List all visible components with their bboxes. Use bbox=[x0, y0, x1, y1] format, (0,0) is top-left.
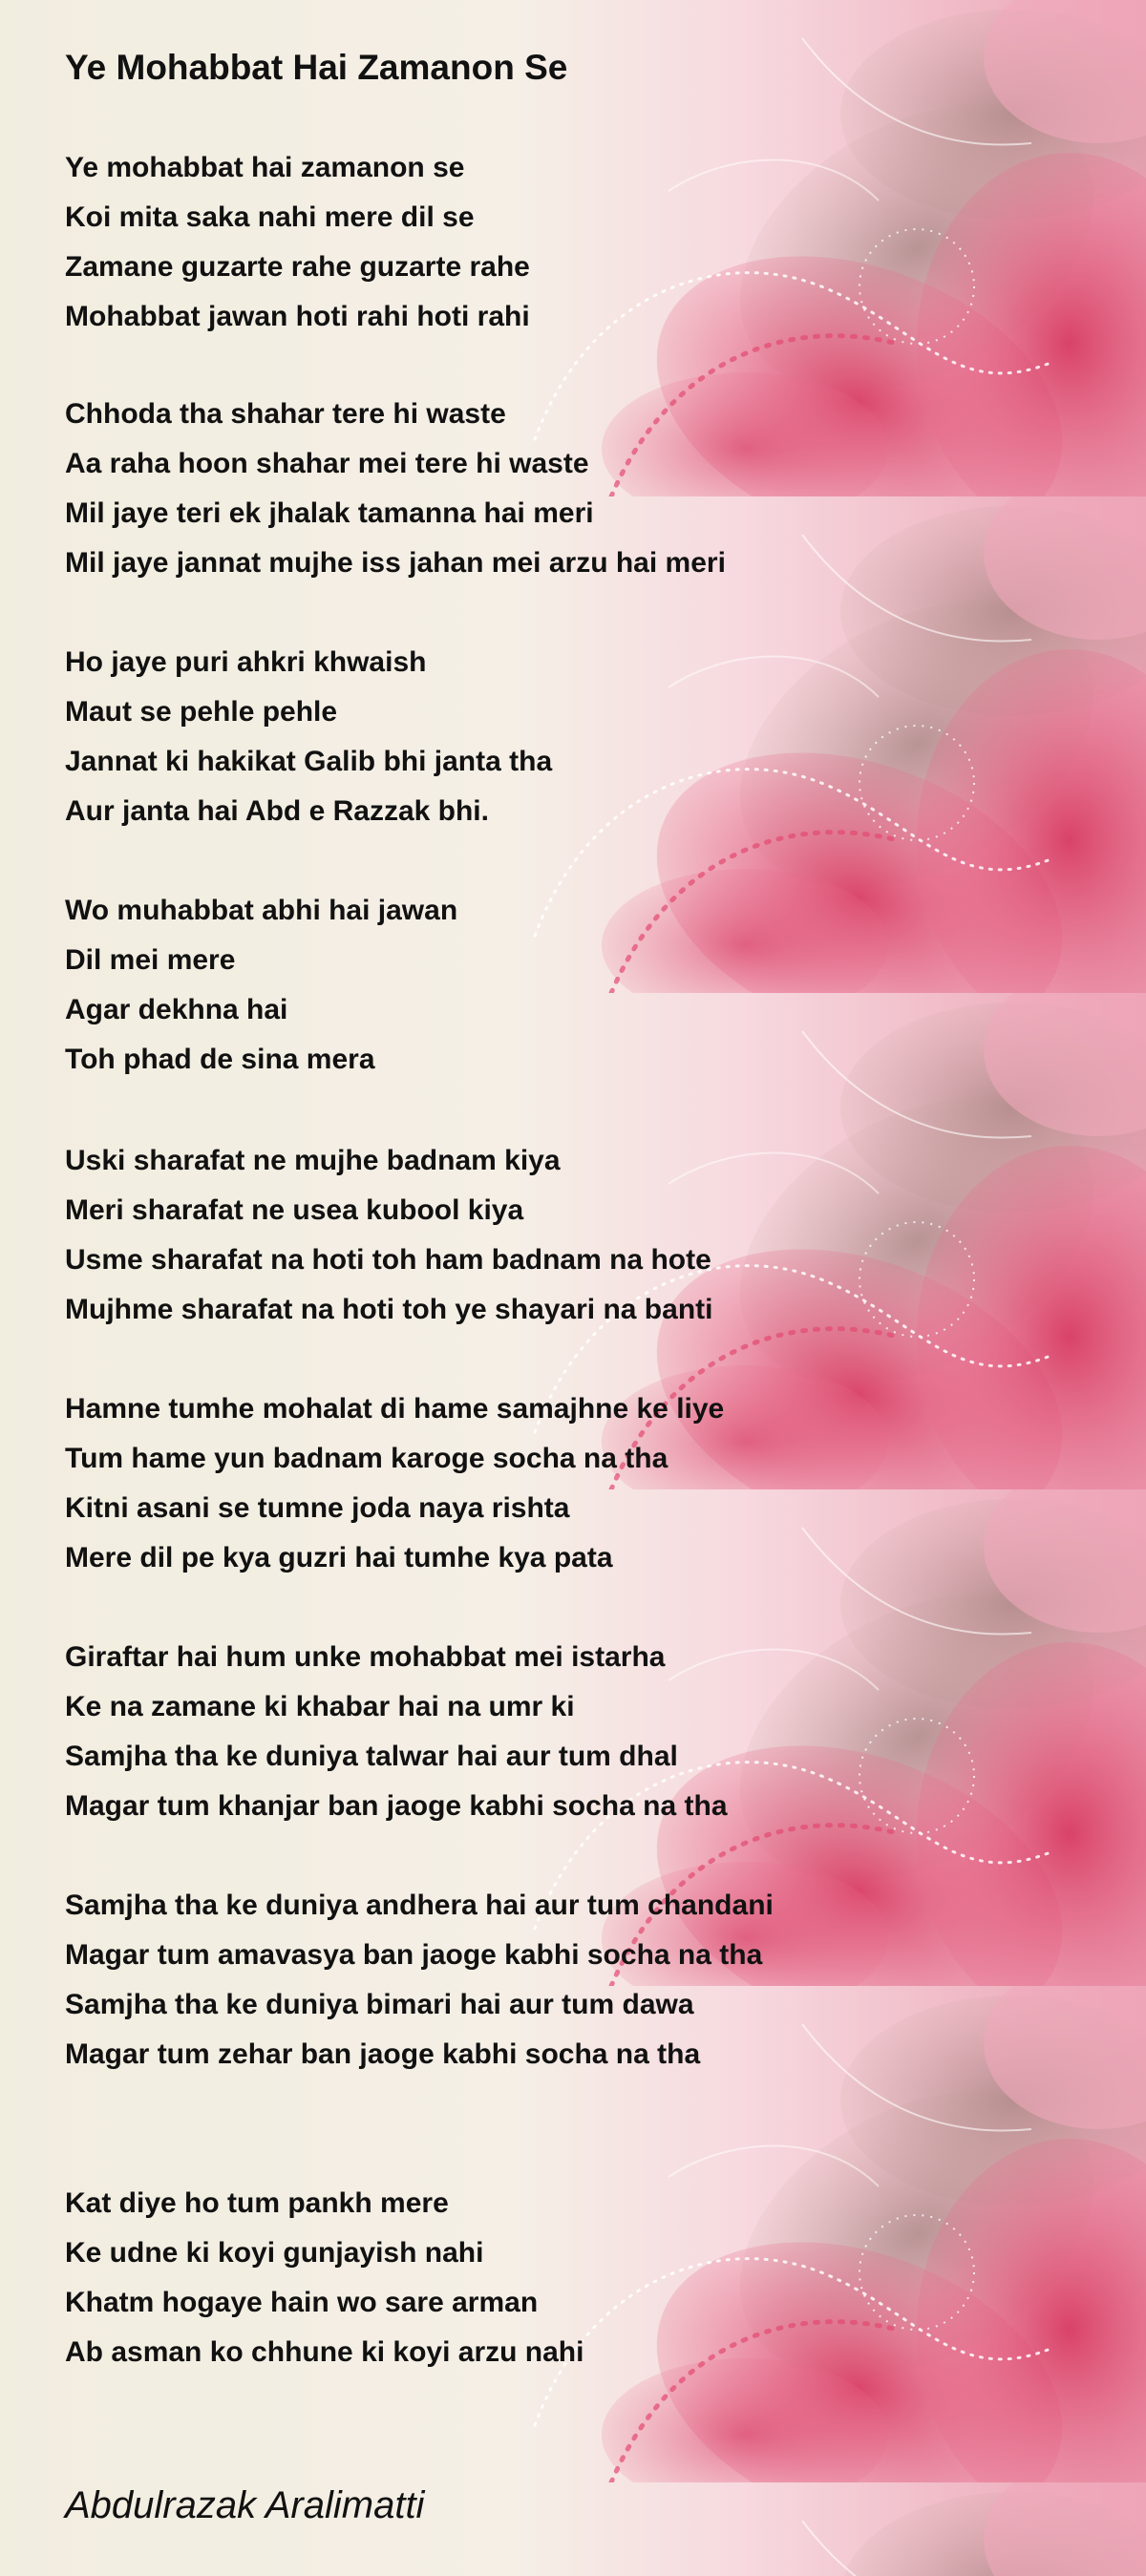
poem-line: Aa raha hoon shahar mei tere hi waste bbox=[65, 448, 589, 479]
poem-author: Abdulrazak Aralimatti bbox=[65, 2484, 425, 2526]
poem-line: Agar dekhna hai bbox=[65, 994, 288, 1025]
poem-line: Uski sharafat ne mujhe badnam kiya bbox=[65, 1145, 561, 1176]
poem-line: Toh phad de sina mera bbox=[65, 1044, 375, 1075]
poem-line: Kitni asani se tumne joda naya rishta bbox=[65, 1492, 570, 1524]
poem-line: Mohabbat jawan hoti rahi hoti rahi bbox=[65, 301, 530, 332]
poem-line: Ke na zamane ki khabar hai na umr ki bbox=[65, 1691, 575, 1722]
poem-line: Maut se pehle pehle bbox=[65, 696, 338, 728]
poem-line: Wo muhabbat abhi hai jawan bbox=[65, 895, 458, 926]
poem-line: Hamne tumhe mohalat di hame samajhne ke liye bbox=[65, 1393, 725, 1425]
poem-line: Chhoda tha shahar tere hi waste bbox=[65, 398, 506, 430]
poem-line: Samjha tha ke duniya talwar hai aur tum dhal bbox=[65, 1741, 678, 1772]
poem-line: Mere dil pe kya guzri hai tumhe kya pata bbox=[65, 1542, 613, 1573]
stanza-3 bbox=[65, 638, 552, 836]
poem-line: Koi mita saka nahi mere dil se bbox=[65, 201, 475, 233]
stanza-6 bbox=[65, 1384, 724, 1583]
poem-line: Magar tum khanjar ban jaoge kabhi socha na tha bbox=[65, 1790, 728, 1822]
poem-line: Ke udne ki koyi gunjayish nahi bbox=[65, 2237, 484, 2269]
stanza-7 bbox=[65, 1633, 728, 1831]
poem-line: Magar tum zehar ban jaoge kabhi socha na tha bbox=[65, 2038, 701, 2070]
poem-line: Dil mei mere bbox=[65, 944, 236, 976]
poem-line: Aur janta hai Abd e Razzak bhi. bbox=[65, 795, 489, 827]
poem-line: Meri sharafat ne usea kubool kiya bbox=[65, 1194, 524, 1226]
stanza-5 bbox=[65, 1136, 712, 1335]
stanza-8 bbox=[65, 1881, 774, 2080]
poem-line: Mil jaye jannat mujhe iss jahan mei arzu hai meri bbox=[65, 547, 726, 579]
poem-line: Usme sharafat na hoti toh ham badnam na hote bbox=[65, 1244, 711, 1276]
poem-line: Kat diye ho tum pankh mere bbox=[65, 2187, 449, 2219]
poem-line: Zamane guzarte rahe guzarte rahe bbox=[65, 251, 530, 283]
poem-line: Mil jaye teri ek jhalak tamanna hai meri bbox=[65, 497, 594, 529]
poem-line: Ab asman ko chhune ki koyi arzu nahi bbox=[65, 2336, 584, 2368]
stanza-4 bbox=[65, 886, 457, 1085]
poem-line: Samjha tha ke duniya andhera hai aur tum chandani bbox=[65, 1890, 774, 1921]
poem-line: Magar tum amavasya ban jaoge kabhi socha na tha bbox=[65, 1939, 763, 1971]
poem-line: Samjha tha ke duniya bimari hai aur tum dawa bbox=[65, 1989, 694, 2020]
poem-line: Jannat ki hakikat Galib bhi janta tha bbox=[65, 746, 553, 777]
poem-line: Tum hame yun badnam karoge socha na tha bbox=[65, 1443, 668, 1474]
poem-line: Khatm hogaye hain wo sare arman bbox=[65, 2287, 539, 2318]
poem-line: Ho jaye puri ahkri khwaish bbox=[65, 646, 427, 678]
poem-line: Mujhme sharafat na hoti toh ye shayari na banti bbox=[65, 1294, 713, 1325]
stanza-2 bbox=[65, 390, 726, 588]
poem-line: Ye mohabbat hai zamanon se bbox=[65, 152, 465, 183]
stanza-1 bbox=[65, 143, 530, 342]
poem-title: Ye Mohabbat Hai Zamanon Se bbox=[65, 48, 568, 87]
poem-line: Giraftar hai hum unke mohabbat mei istarha bbox=[65, 1641, 666, 1673]
stanza-9 bbox=[65, 2179, 584, 2377]
